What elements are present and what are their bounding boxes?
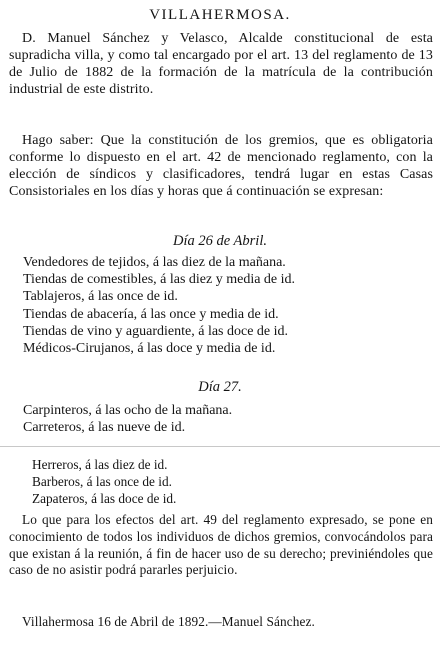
- day-1-heading: Día 26 de Abril.: [173, 233, 267, 249]
- list-item: Carpinteros, á las ocho de la mañana.: [23, 403, 233, 418]
- list-item: Herreros, á las diez de id.: [32, 457, 168, 472]
- list-item: Tiendas de abacería, á las once y media de id.: [23, 306, 279, 322]
- list-item: Tiendas de vino y aguardiente, á las doce de id.: [23, 323, 289, 339]
- list-item: Barberos, á las once de id.: [32, 474, 172, 490]
- notice-paragraph: Hago saber: Que la constitución de los gremios, que es obligatoria conforme lo dispuesto en el art. 42 de mencionado reglamento, con la elección de síndicos y clasificadores, tendrá lugar en estas Casas Consistoriales en los días y horas que á continuación se expresan:: [9, 133, 433, 199]
- list-item: Tiendas de comestibles, á las diez y media de id.: [23, 272, 296, 288]
- list-item: Tablajeros, á las once de id.: [23, 289, 178, 305]
- document-title: VILLAHERMOSA.: [149, 7, 291, 23]
- list-item: Vendedores de tejidos, á las diez de la mañana.: [23, 255, 286, 270]
- page-divider: [0, 446, 440, 447]
- intro-paragraph: D. Manuel Sánchez y Velasco, Alcalde constitucional de esta supradicha villa, y como tal encargado por el art. 13 del reglamento de 13 de Julio de 1882 de la formación de la matrícula de la contribución industrial de este distrito.: [9, 31, 433, 97]
- continued-list: [32, 456, 440, 508]
- day-2-list: [23, 402, 433, 436]
- list-item: Zapateros, á las doce de id.: [32, 491, 177, 507]
- list-item: Carreteros, á las nueve de id.: [23, 420, 186, 436]
- day-2-heading: Día 27.: [198, 379, 242, 395]
- closing-paragraph: Lo que para los efectos del art. 49 del reglamento expresado, se pone en conocimiento de todos los individuos de dichos gremios, convocándolos para que existan á la reunión, á fin de hacer uso de su derecho; previniéndoles que caso de no asistir podrá pararles perjuicio.: [9, 512, 433, 578]
- signature-line: Villahermosa 16 de Abril de 1892.—Manuel Sánchez.: [22, 614, 315, 629]
- list-item: Médicos-Cirujanos, á las doce y media de id.: [23, 341, 276, 357]
- day-1-list: [23, 254, 433, 357]
